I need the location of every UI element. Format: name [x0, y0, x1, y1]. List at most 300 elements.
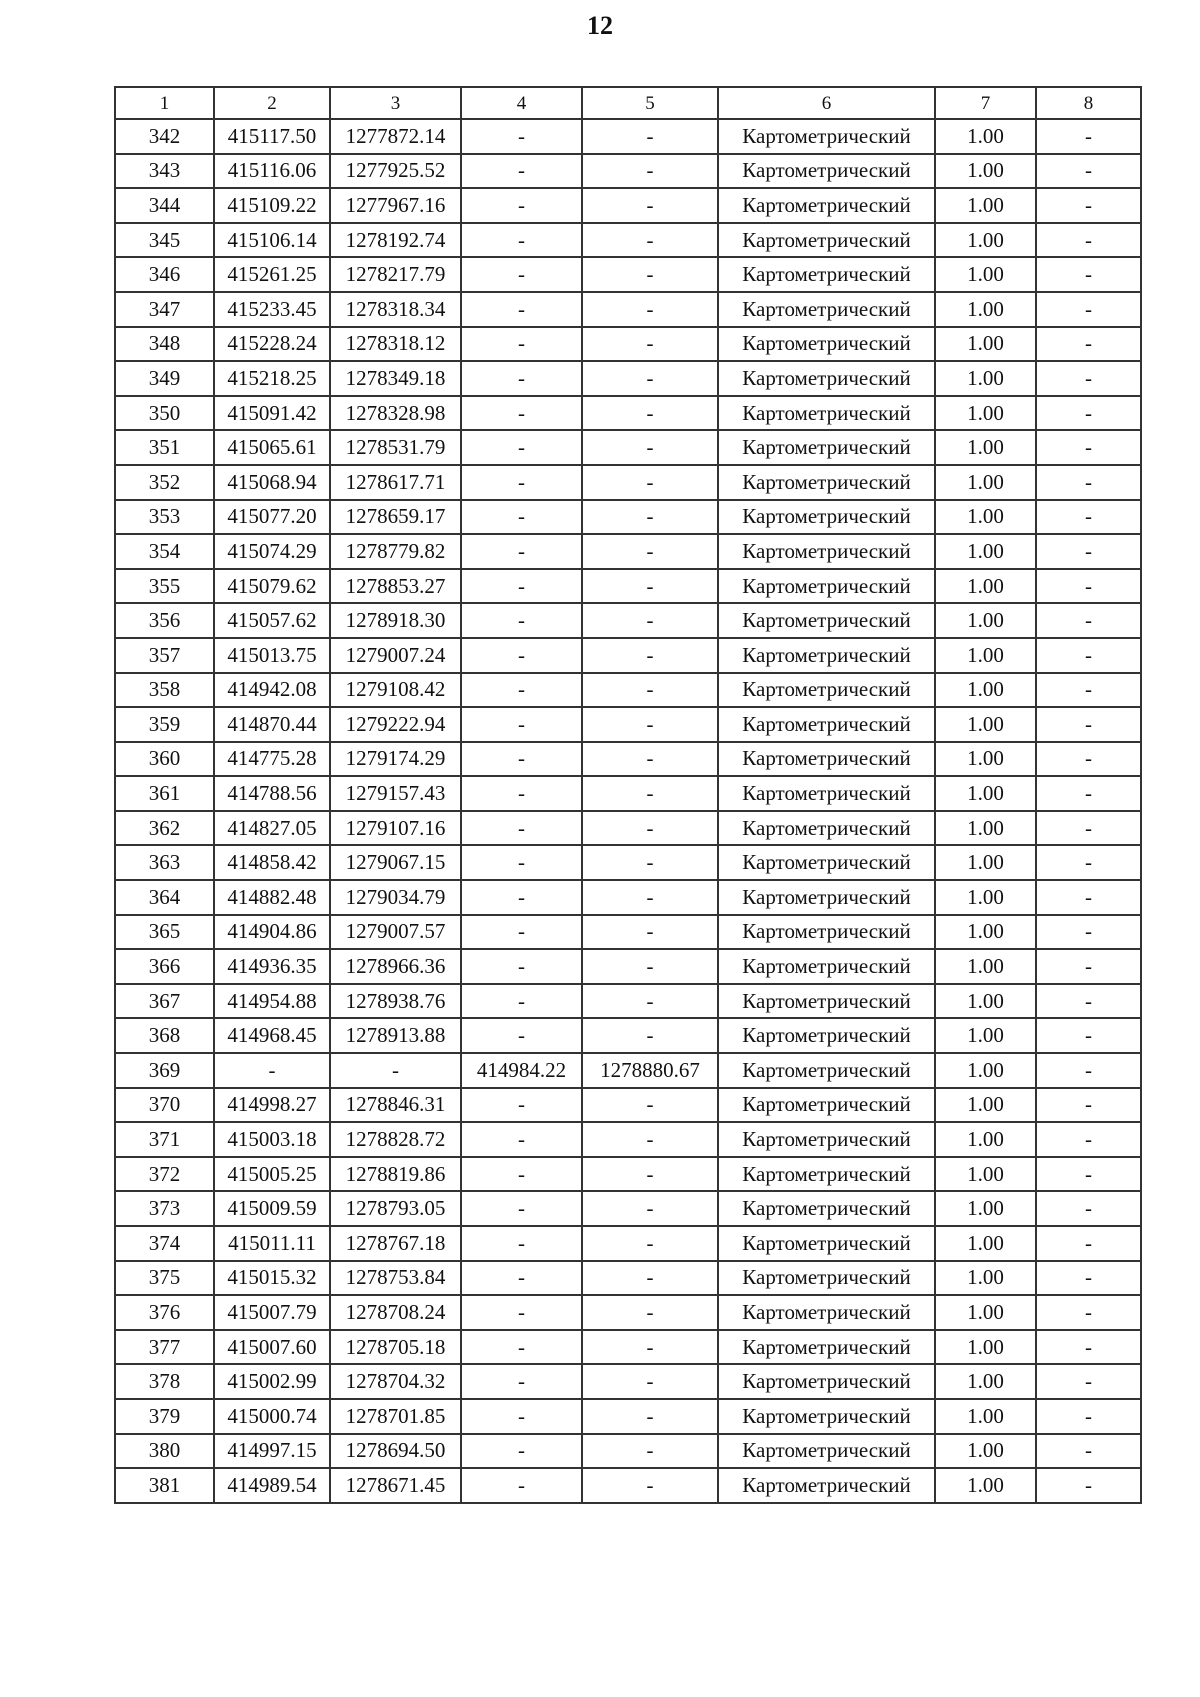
table-cell: -: [582, 1226, 718, 1261]
table-cell: -: [1036, 603, 1141, 638]
table-cell: 414827.05: [214, 811, 330, 846]
table-cell: 374: [115, 1226, 214, 1261]
table-cell: Картометрический: [718, 915, 935, 950]
header-row: [115, 87, 1141, 119]
table-cell: 414968.45: [214, 1018, 330, 1053]
table-cell: 1279107.16: [330, 811, 461, 846]
table-cell: Картометрический: [718, 811, 935, 846]
table-cell: 356: [115, 603, 214, 638]
table-cell: 1278318.12: [330, 327, 461, 362]
table-cell: -: [582, 811, 718, 846]
table-cell: -: [461, 1018, 582, 1053]
table-cell: -: [582, 500, 718, 535]
table-cell: -: [461, 154, 582, 189]
table-cell: 1.00: [935, 1053, 1036, 1088]
table-cell: Картометрический: [718, 1295, 935, 1330]
table-cell: -: [1036, 119, 1141, 154]
table-cell: -: [461, 292, 582, 327]
table-row: [115, 1295, 1141, 1330]
table-cell: 415007.79: [214, 1295, 330, 1330]
table-cell: 358: [115, 673, 214, 708]
table-cell: 381: [115, 1468, 214, 1503]
table-cell: 345: [115, 223, 214, 258]
table-cell: 1.00: [935, 603, 1036, 638]
table-cell: 1278938.76: [330, 984, 461, 1019]
table-cell: -: [1036, 1191, 1141, 1226]
table-cell: 1278918.30: [330, 603, 461, 638]
table-cell: 350: [115, 396, 214, 431]
table-row: [115, 223, 1141, 258]
table-cell: 1.00: [935, 223, 1036, 258]
table-cell: -: [1036, 430, 1141, 465]
table-cell: 1.00: [935, 569, 1036, 604]
table-cell: 1.00: [935, 1330, 1036, 1365]
table-row: [115, 1364, 1141, 1399]
table-cell: 1278853.27: [330, 569, 461, 604]
table-cell: 354: [115, 534, 214, 569]
table-cell: 415077.20: [214, 500, 330, 535]
column-header: 8: [1036, 87, 1141, 119]
table-cell: -: [1036, 396, 1141, 431]
table-cell: 415109.22: [214, 188, 330, 223]
table-row: [115, 292, 1141, 327]
table-cell: 343: [115, 154, 214, 189]
table-cell: -: [1036, 569, 1141, 604]
table-cell: -: [582, 1122, 718, 1157]
table-cell: -: [582, 1018, 718, 1053]
table-cell: 1278217.79: [330, 257, 461, 292]
table-cell: Картометрический: [718, 500, 935, 535]
table-cell: 1278192.74: [330, 223, 461, 258]
table-cell: -: [582, 361, 718, 396]
table-cell: -: [1036, 327, 1141, 362]
table-cell: 1278704.32: [330, 1364, 461, 1399]
column-header: 1: [115, 87, 214, 119]
table-cell: -: [582, 1157, 718, 1192]
table-cell: 415218.25: [214, 361, 330, 396]
table-cell: 376: [115, 1295, 214, 1330]
table-cell: -: [461, 1364, 582, 1399]
table-cell: -: [582, 984, 718, 1019]
table-cell: Картометрический: [718, 603, 935, 638]
table-cell: Картометрический: [718, 1157, 935, 1192]
table-cell: 1.00: [935, 361, 1036, 396]
table-cell: Картометрический: [718, 396, 935, 431]
table-row: [115, 1399, 1141, 1434]
table-cell: 1.00: [935, 742, 1036, 777]
table-cell: 353: [115, 500, 214, 535]
table-cell: -: [1036, 188, 1141, 223]
table-cell: Картометрический: [718, 188, 935, 223]
table-cell: -: [1036, 361, 1141, 396]
table-cell: 1.00: [935, 1191, 1036, 1226]
table-cell: -: [1036, 1018, 1141, 1053]
table-cell: Картометрический: [718, 1364, 935, 1399]
table-cell: Картометрический: [718, 1330, 935, 1365]
table-cell: -: [1036, 1434, 1141, 1469]
table-cell: Картометрический: [718, 569, 935, 604]
table-cell: -: [582, 742, 718, 777]
table-cell: -: [582, 188, 718, 223]
table-cell: 1.00: [935, 1088, 1036, 1123]
table-cell: -: [582, 154, 718, 189]
table-cell: 366: [115, 949, 214, 984]
table-cell: 369: [115, 1053, 214, 1088]
table-cell: 1.00: [935, 707, 1036, 742]
table-cell: 1.00: [935, 638, 1036, 673]
table-cell: 365: [115, 915, 214, 950]
coordinates-table: [114, 86, 1142, 1504]
table-cell: -: [461, 223, 582, 258]
table-cell: -: [461, 949, 582, 984]
table-cell: 378: [115, 1364, 214, 1399]
table-cell: 1278694.50: [330, 1434, 461, 1469]
table-cell: 1.00: [935, 1364, 1036, 1399]
column-header: 3: [330, 87, 461, 119]
table-cell: -: [461, 915, 582, 950]
table-row: [115, 949, 1141, 984]
table-cell: 1.00: [935, 465, 1036, 500]
table-cell: -: [1036, 742, 1141, 777]
table-row: [115, 1434, 1141, 1469]
table-cell: Картометрический: [718, 465, 935, 500]
table-cell: -: [582, 673, 718, 708]
table-cell: 1278880.67: [582, 1053, 718, 1088]
table-cell: 415002.99: [214, 1364, 330, 1399]
table-row: [115, 1157, 1141, 1192]
table-cell: 414882.48: [214, 880, 330, 915]
table-cell: -: [1036, 223, 1141, 258]
column-header: 6: [718, 87, 935, 119]
table-cell: -: [1036, 465, 1141, 500]
table-cell: -: [461, 361, 582, 396]
table-cell: 379: [115, 1399, 214, 1434]
table-cell: 346: [115, 257, 214, 292]
table-cell: 373: [115, 1191, 214, 1226]
table-cell: 415057.62: [214, 603, 330, 638]
table-cell: -: [461, 1088, 582, 1123]
table-cell: 1.00: [935, 845, 1036, 880]
table-cell: -: [1036, 776, 1141, 811]
table-cell: 344: [115, 188, 214, 223]
table-cell: -: [214, 1053, 330, 1088]
table-row: [115, 1018, 1141, 1053]
table-cell: -: [582, 292, 718, 327]
table-cell: 1279067.15: [330, 845, 461, 880]
table-cell: Картометрический: [718, 1018, 935, 1053]
table-cell: -: [461, 1157, 582, 1192]
table-cell: 414954.88: [214, 984, 330, 1019]
table-cell: -: [1036, 811, 1141, 846]
table-cell: 1.00: [935, 915, 1036, 950]
table-cell: 415011.11: [214, 1226, 330, 1261]
table-cell: 1278793.05: [330, 1191, 461, 1226]
table-cell: -: [1036, 257, 1141, 292]
table-cell: -: [461, 673, 582, 708]
table-cell: 415106.14: [214, 223, 330, 258]
table-cell: -: [461, 1122, 582, 1157]
table-cell: 415233.45: [214, 292, 330, 327]
table-cell: Картометрический: [718, 223, 935, 258]
table-cell: -: [582, 1295, 718, 1330]
table-cell: -: [1036, 534, 1141, 569]
table-row: [115, 430, 1141, 465]
table-cell: 1278671.45: [330, 1468, 461, 1503]
table-cell: 1278318.34: [330, 292, 461, 327]
table-cell: -: [582, 396, 718, 431]
table-cell: 415074.29: [214, 534, 330, 569]
table-cell: Картометрический: [718, 119, 935, 154]
table-cell: Картометрический: [718, 707, 935, 742]
table-row: [115, 569, 1141, 604]
table-cell: -: [461, 1434, 582, 1469]
table-row: [115, 811, 1141, 846]
table-cell: -: [582, 569, 718, 604]
table-cell: 1278846.31: [330, 1088, 461, 1123]
table-row: [115, 707, 1141, 742]
table-cell: 415261.25: [214, 257, 330, 292]
table-cell: 363: [115, 845, 214, 880]
table-cell: -: [461, 1399, 582, 1434]
table-cell: 360: [115, 742, 214, 777]
table-cell: 342: [115, 119, 214, 154]
table-row: [115, 154, 1141, 189]
table-cell: -: [461, 603, 582, 638]
table-cell: -: [582, 1191, 718, 1226]
table-cell: 1277872.14: [330, 119, 461, 154]
table-cell: -: [461, 396, 582, 431]
table-row: [115, 361, 1141, 396]
table-cell: 1278659.17: [330, 500, 461, 535]
table-cell: 415005.25: [214, 1157, 330, 1192]
table-cell: 1.00: [935, 984, 1036, 1019]
table-cell: -: [461, 811, 582, 846]
table-cell: 1279174.29: [330, 742, 461, 777]
table-cell: -: [461, 257, 582, 292]
table-cell: -: [582, 534, 718, 569]
table-row: [115, 1468, 1141, 1503]
table-cell: -: [461, 1330, 582, 1365]
table-cell: Картометрический: [718, 984, 935, 1019]
table-cell: 1278966.36: [330, 949, 461, 984]
table-cell: -: [461, 984, 582, 1019]
table-cell: 1.00: [935, 257, 1036, 292]
table-cell: 1.00: [935, 811, 1036, 846]
table-row: [115, 984, 1141, 1019]
table-cell: Картометрический: [718, 776, 935, 811]
table-cell: 415003.18: [214, 1122, 330, 1157]
column-header: 2: [214, 87, 330, 119]
table-row: [115, 638, 1141, 673]
table-cell: -: [461, 327, 582, 362]
table-cell: -: [582, 119, 718, 154]
table-row: [115, 880, 1141, 915]
table-cell: Картометрический: [718, 1468, 935, 1503]
table-cell: 1.00: [935, 673, 1036, 708]
table-cell: 1278819.86: [330, 1157, 461, 1192]
table-cell: 367: [115, 984, 214, 1019]
table-cell: 1.00: [935, 880, 1036, 915]
table-cell: -: [1036, 915, 1141, 950]
table-cell: 415015.32: [214, 1261, 330, 1296]
table-cell: 1.00: [935, 1122, 1036, 1157]
table-cell: -: [461, 880, 582, 915]
table-row: [115, 327, 1141, 362]
table-cell: -: [461, 1191, 582, 1226]
table-cell: -: [1036, 845, 1141, 880]
table-cell: 359: [115, 707, 214, 742]
table-cell: Картометрический: [718, 949, 935, 984]
table-cell: -: [461, 1295, 582, 1330]
table-cell: 352: [115, 465, 214, 500]
table-cell: Картометрический: [718, 742, 935, 777]
table-cell: Картометрический: [718, 154, 935, 189]
table-cell: 1278913.88: [330, 1018, 461, 1053]
table-row: [115, 119, 1141, 154]
table-cell: -: [1036, 949, 1141, 984]
table-cell: -: [582, 603, 718, 638]
table-cell: -: [1036, 673, 1141, 708]
table-cell: 1278753.84: [330, 1261, 461, 1296]
table-cell: -: [582, 257, 718, 292]
table-cell: -: [1036, 1122, 1141, 1157]
table-cell: -: [461, 500, 582, 535]
table-cell: -: [582, 430, 718, 465]
table-cell: -: [461, 742, 582, 777]
table-cell: 1278531.79: [330, 430, 461, 465]
table-cell: 415009.59: [214, 1191, 330, 1226]
table-cell: 414942.08: [214, 673, 330, 708]
table-cell: 364: [115, 880, 214, 915]
table-cell: 1277967.16: [330, 188, 461, 223]
table-cell: Картометрический: [718, 845, 935, 880]
table-cell: -: [582, 1399, 718, 1434]
table-cell: 1278701.85: [330, 1399, 461, 1434]
table-row: [115, 1226, 1141, 1261]
table-cell: -: [461, 1226, 582, 1261]
table-cell: -: [1036, 1468, 1141, 1503]
table-cell: -: [1036, 638, 1141, 673]
table-cell: -: [1036, 154, 1141, 189]
table-cell: -: [461, 845, 582, 880]
table-cell: 371: [115, 1122, 214, 1157]
table-cell: Картометрический: [718, 1053, 935, 1088]
table-cell: 414936.35: [214, 949, 330, 984]
table-row: [115, 1330, 1141, 1365]
table-cell: 1277925.52: [330, 154, 461, 189]
table-cell: -: [582, 327, 718, 362]
table-cell: Картометрический: [718, 1399, 935, 1434]
table-cell: 1.00: [935, 1157, 1036, 1192]
table-cell: -: [1036, 292, 1141, 327]
table-cell: -: [1036, 707, 1141, 742]
table-row: [115, 188, 1141, 223]
table-cell: 1.00: [935, 154, 1036, 189]
table-cell: 349: [115, 361, 214, 396]
table-cell: 1279222.94: [330, 707, 461, 742]
table-row: [115, 500, 1141, 535]
table-cell: 1.00: [935, 1434, 1036, 1469]
table-cell: -: [1036, 1399, 1141, 1434]
table-cell: -: [1036, 1295, 1141, 1330]
table-cell: 1.00: [935, 1295, 1036, 1330]
table-cell: -: [1036, 1053, 1141, 1088]
table-row: [115, 603, 1141, 638]
table-cell: -: [582, 845, 718, 880]
table-cell: 1278708.24: [330, 1295, 461, 1330]
table-cell: 415068.94: [214, 465, 330, 500]
table-cell: 1278705.18: [330, 1330, 461, 1365]
table-body: [115, 119, 1141, 1503]
column-header: 5: [582, 87, 718, 119]
table-cell: 1279007.24: [330, 638, 461, 673]
table-cell: -: [582, 1088, 718, 1123]
table-cell: 414858.42: [214, 845, 330, 880]
table-row: [115, 257, 1141, 292]
table-row: [115, 465, 1141, 500]
table-cell: 1.00: [935, 500, 1036, 535]
table-cell: 1.00: [935, 776, 1036, 811]
table-cell: Картометрический: [718, 327, 935, 362]
table-cell: -: [1036, 500, 1141, 535]
table-cell: 370: [115, 1088, 214, 1123]
table-cell: -: [461, 1468, 582, 1503]
table-cell: -: [582, 1261, 718, 1296]
table-cell: 415116.06: [214, 154, 330, 189]
table-cell: 415091.42: [214, 396, 330, 431]
table-cell: -: [1036, 1261, 1141, 1296]
table-cell: 1.00: [935, 534, 1036, 569]
table-cell: 1279157.43: [330, 776, 461, 811]
table-cell: -: [582, 1364, 718, 1399]
table-cell: -: [1036, 1330, 1141, 1365]
table-cell: Картометрический: [718, 361, 935, 396]
table-cell: 1.00: [935, 292, 1036, 327]
table-cell: 1.00: [935, 396, 1036, 431]
page-number: 12: [587, 11, 613, 40]
table-cell: 414870.44: [214, 707, 330, 742]
table-cell: 1.00: [935, 119, 1036, 154]
table-cell: 1278349.18: [330, 361, 461, 396]
table-cell: Картометрический: [718, 880, 935, 915]
table-cell: 1.00: [935, 949, 1036, 984]
table-cell: Картометрический: [718, 430, 935, 465]
table-cell: 1278767.18: [330, 1226, 461, 1261]
table-cell: Картометрический: [718, 638, 935, 673]
table-cell: -: [1036, 880, 1141, 915]
table-cell: Картометрический: [718, 673, 935, 708]
table-cell: Картометрический: [718, 257, 935, 292]
table-cell: 415065.61: [214, 430, 330, 465]
table-cell: Картометрический: [718, 1122, 935, 1157]
table-cell: -: [582, 707, 718, 742]
table-cell: 1.00: [935, 1018, 1036, 1053]
table-cell: -: [461, 1261, 582, 1296]
table-cell: -: [582, 1434, 718, 1469]
table-cell: 355: [115, 569, 214, 604]
table-cell: 1279034.79: [330, 880, 461, 915]
table-cell: -: [461, 430, 582, 465]
table-cell: 415079.62: [214, 569, 330, 604]
table-cell: -: [461, 465, 582, 500]
column-header: 4: [461, 87, 582, 119]
table-cell: -: [582, 1468, 718, 1503]
table-cell: -: [461, 188, 582, 223]
table-row: [115, 915, 1141, 950]
table-cell: 1278779.82: [330, 534, 461, 569]
table-cell: -: [1036, 1088, 1141, 1123]
table-cell: -: [1036, 1157, 1141, 1192]
